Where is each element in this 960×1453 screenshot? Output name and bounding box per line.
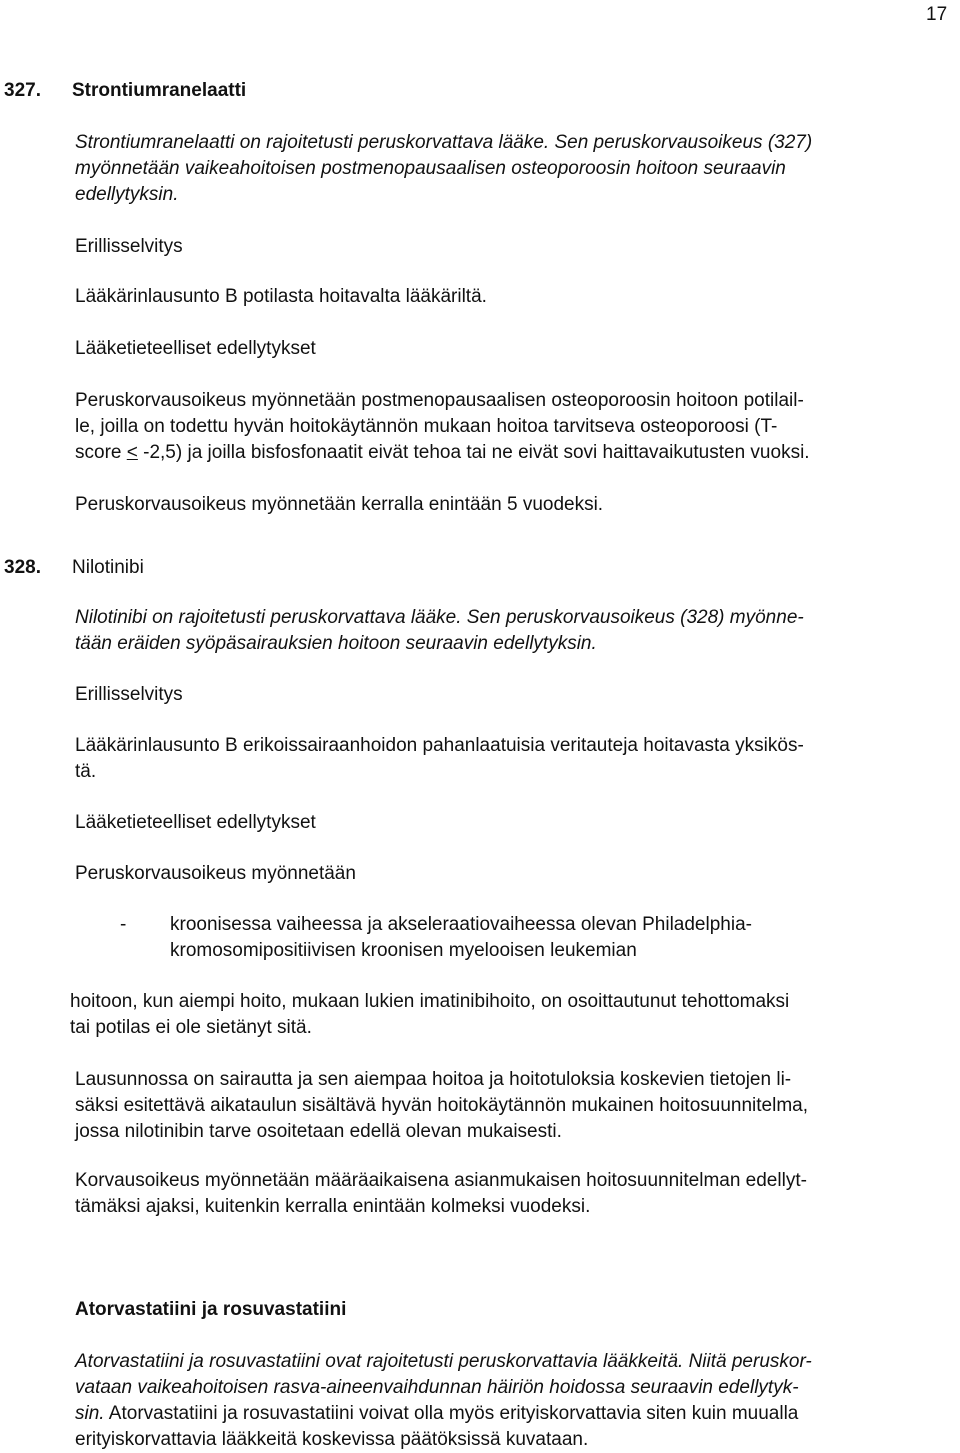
- ator-line4: erityiskorvattavia lääkkeitä koskevissa päätöksissä kuvataan.: [75, 1429, 589, 1450]
- less-than-symbol: <: [126, 442, 138, 463]
- section-327-title: Strontiumranelaatti: [72, 80, 247, 101]
- ator-line3-rest: Atorvastatiini ja rosuvastatiini voivat olla myös erityiskorvattavia siten kuin muualla: [104, 1403, 799, 1424]
- ator-line3: [75, 1401, 798, 1427]
- ator-line3-italic: sin.: [75, 1403, 105, 1424]
- bullet-line2: kromosomipositiivisen kroonisen myelooisen leukemian: [170, 940, 637, 961]
- section-327-heading-laaketieteelliset: Lääketieteelliset edellytykset: [75, 338, 316, 359]
- section-328-intro-line1: Nilotinibi on rajoitetusti peruskorvattava lääke. Sen peruskorvausoikeus (328) myönne-: [75, 607, 804, 628]
- section-328-intro-line2: tään eräiden syöpäsairauksien hoitoon seuraavin edellytyksin.: [75, 633, 597, 654]
- section-328-heading-erillisselvitys: Erillisselvitys: [75, 684, 183, 705]
- section-328-after-line2: tai potilas ei ole sietänyt sitä.: [70, 1017, 312, 1038]
- ator-line1: [75, 1349, 812, 1375]
- section-327-intro-line3: edellytyksin.: [75, 184, 179, 205]
- section-328-title: Nilotinibi: [72, 557, 144, 578]
- section-327-laaketieteelliset-line2: le, joilla on todettu hyvän hoitokäytännön mukaan hoitoa tarvitseva osteoporoosi (T-: [75, 416, 778, 437]
- section-328-erillisselvitys-line1: Lääkärinlausunto B erikoissairaanhoidon pahanlaatuisia veritauteja hoitavasta yksikös-: [75, 735, 804, 756]
- section-328-laaketieteelliset-lead: Peruskorvausoikeus myönnetään: [75, 863, 356, 884]
- section-327-intro-line1: Strontiumranelaatti on rajoitetusti peruskorvattava lääke. Sen peruskorvausoikeus (327): [75, 132, 813, 153]
- ator-line1-main: Atorvastatiini ja rosuvastatiini ovat rajoitetusti peruskorvattavia lääkkeitä. Niitä perusko: [75, 1351, 800, 1372]
- section-327-number: 327.: [4, 80, 41, 101]
- section-328-heading-laaketieteelliset: Lääketieteelliset edellytykset: [75, 812, 316, 833]
- bullet-line1: kroonisessa vaiheessa ja akseleraatiovaiheessa olevan Philadelphia-: [170, 914, 752, 935]
- section-328-korvaus-line1: Korvausoikeus myönnetään määräaikaisena asianmukaisen hoitosuunnitelman edellyt-: [75, 1170, 807, 1191]
- score-suffix: -2,5) ja joilla bisfosfonaatit eivät tehoa tai ne eivät sovi haittavaikutusten vuoksi.: [137, 442, 810, 463]
- section-328-lausunto-line2: säksi esitettävä aikataulun sisältävä hyvän hoitokäytännön mukainen hoitosuunnitelma,: [75, 1095, 809, 1116]
- section-327-laaketieteelliset-line1: Peruskorvausoikeus myönnetään postmenopausaalisen osteoporoosin hoitoon potilail-: [75, 390, 804, 411]
- section-328-after-line1: hoitoon, kun aiempi hoito, mukaan lukien imatinibihoito, on osoittautunut tehottomaksi: [70, 991, 790, 1012]
- section-328-number: 328.: [4, 557, 41, 578]
- section-327-limit: Peruskorvausoikeus myönnetään kerralla enintään 5 vuodeksi.: [75, 494, 604, 515]
- bullet-dash: -: [120, 914, 127, 935]
- section-328-lausunto-line1: Lausunnossa on sairautta ja sen aiempaa hoitoa ja hoitotuloksia koskevien tietojen li-: [75, 1069, 792, 1090]
- page-number: 17: [926, 4, 948, 25]
- section-327-intro-line2: myönnetään vaikeahoitoisen postmenopausaalisen osteoporoosin hoitoon seuraavin: [75, 158, 786, 179]
- ator-title: Atorvastatiini ja rosuvastatiini: [75, 1299, 347, 1320]
- section-328-korvaus-line2: tämäksi ajaksi, kuitenkin kerralla enintään kolmeksi vuodeksi.: [75, 1196, 591, 1217]
- section-327-heading-erillisselvitys: Erillisselvitys: [75, 236, 183, 257]
- section-328-lausunto-line3: jossa nilotinibin tarve osoitetaan edellä olevan mukaisesti.: [75, 1121, 562, 1142]
- section-328-erillisselvitys-line2: tä.: [75, 761, 97, 782]
- section-327-erillisselvitys-text: Lääkärinlausunto B potilasta hoitavalta lääkäriltä.: [75, 286, 487, 307]
- ator-line2: vataan vaikeahoitoisen rasva-aineenvaihdunnan häiriön hoidossa seuraavin edellytyk-: [75, 1377, 799, 1398]
- ator-line1-tail: r-: [799, 1351, 812, 1372]
- section-327-laaketieteelliset-line3: [75, 440, 810, 466]
- score-prefix: score: [75, 442, 127, 463]
